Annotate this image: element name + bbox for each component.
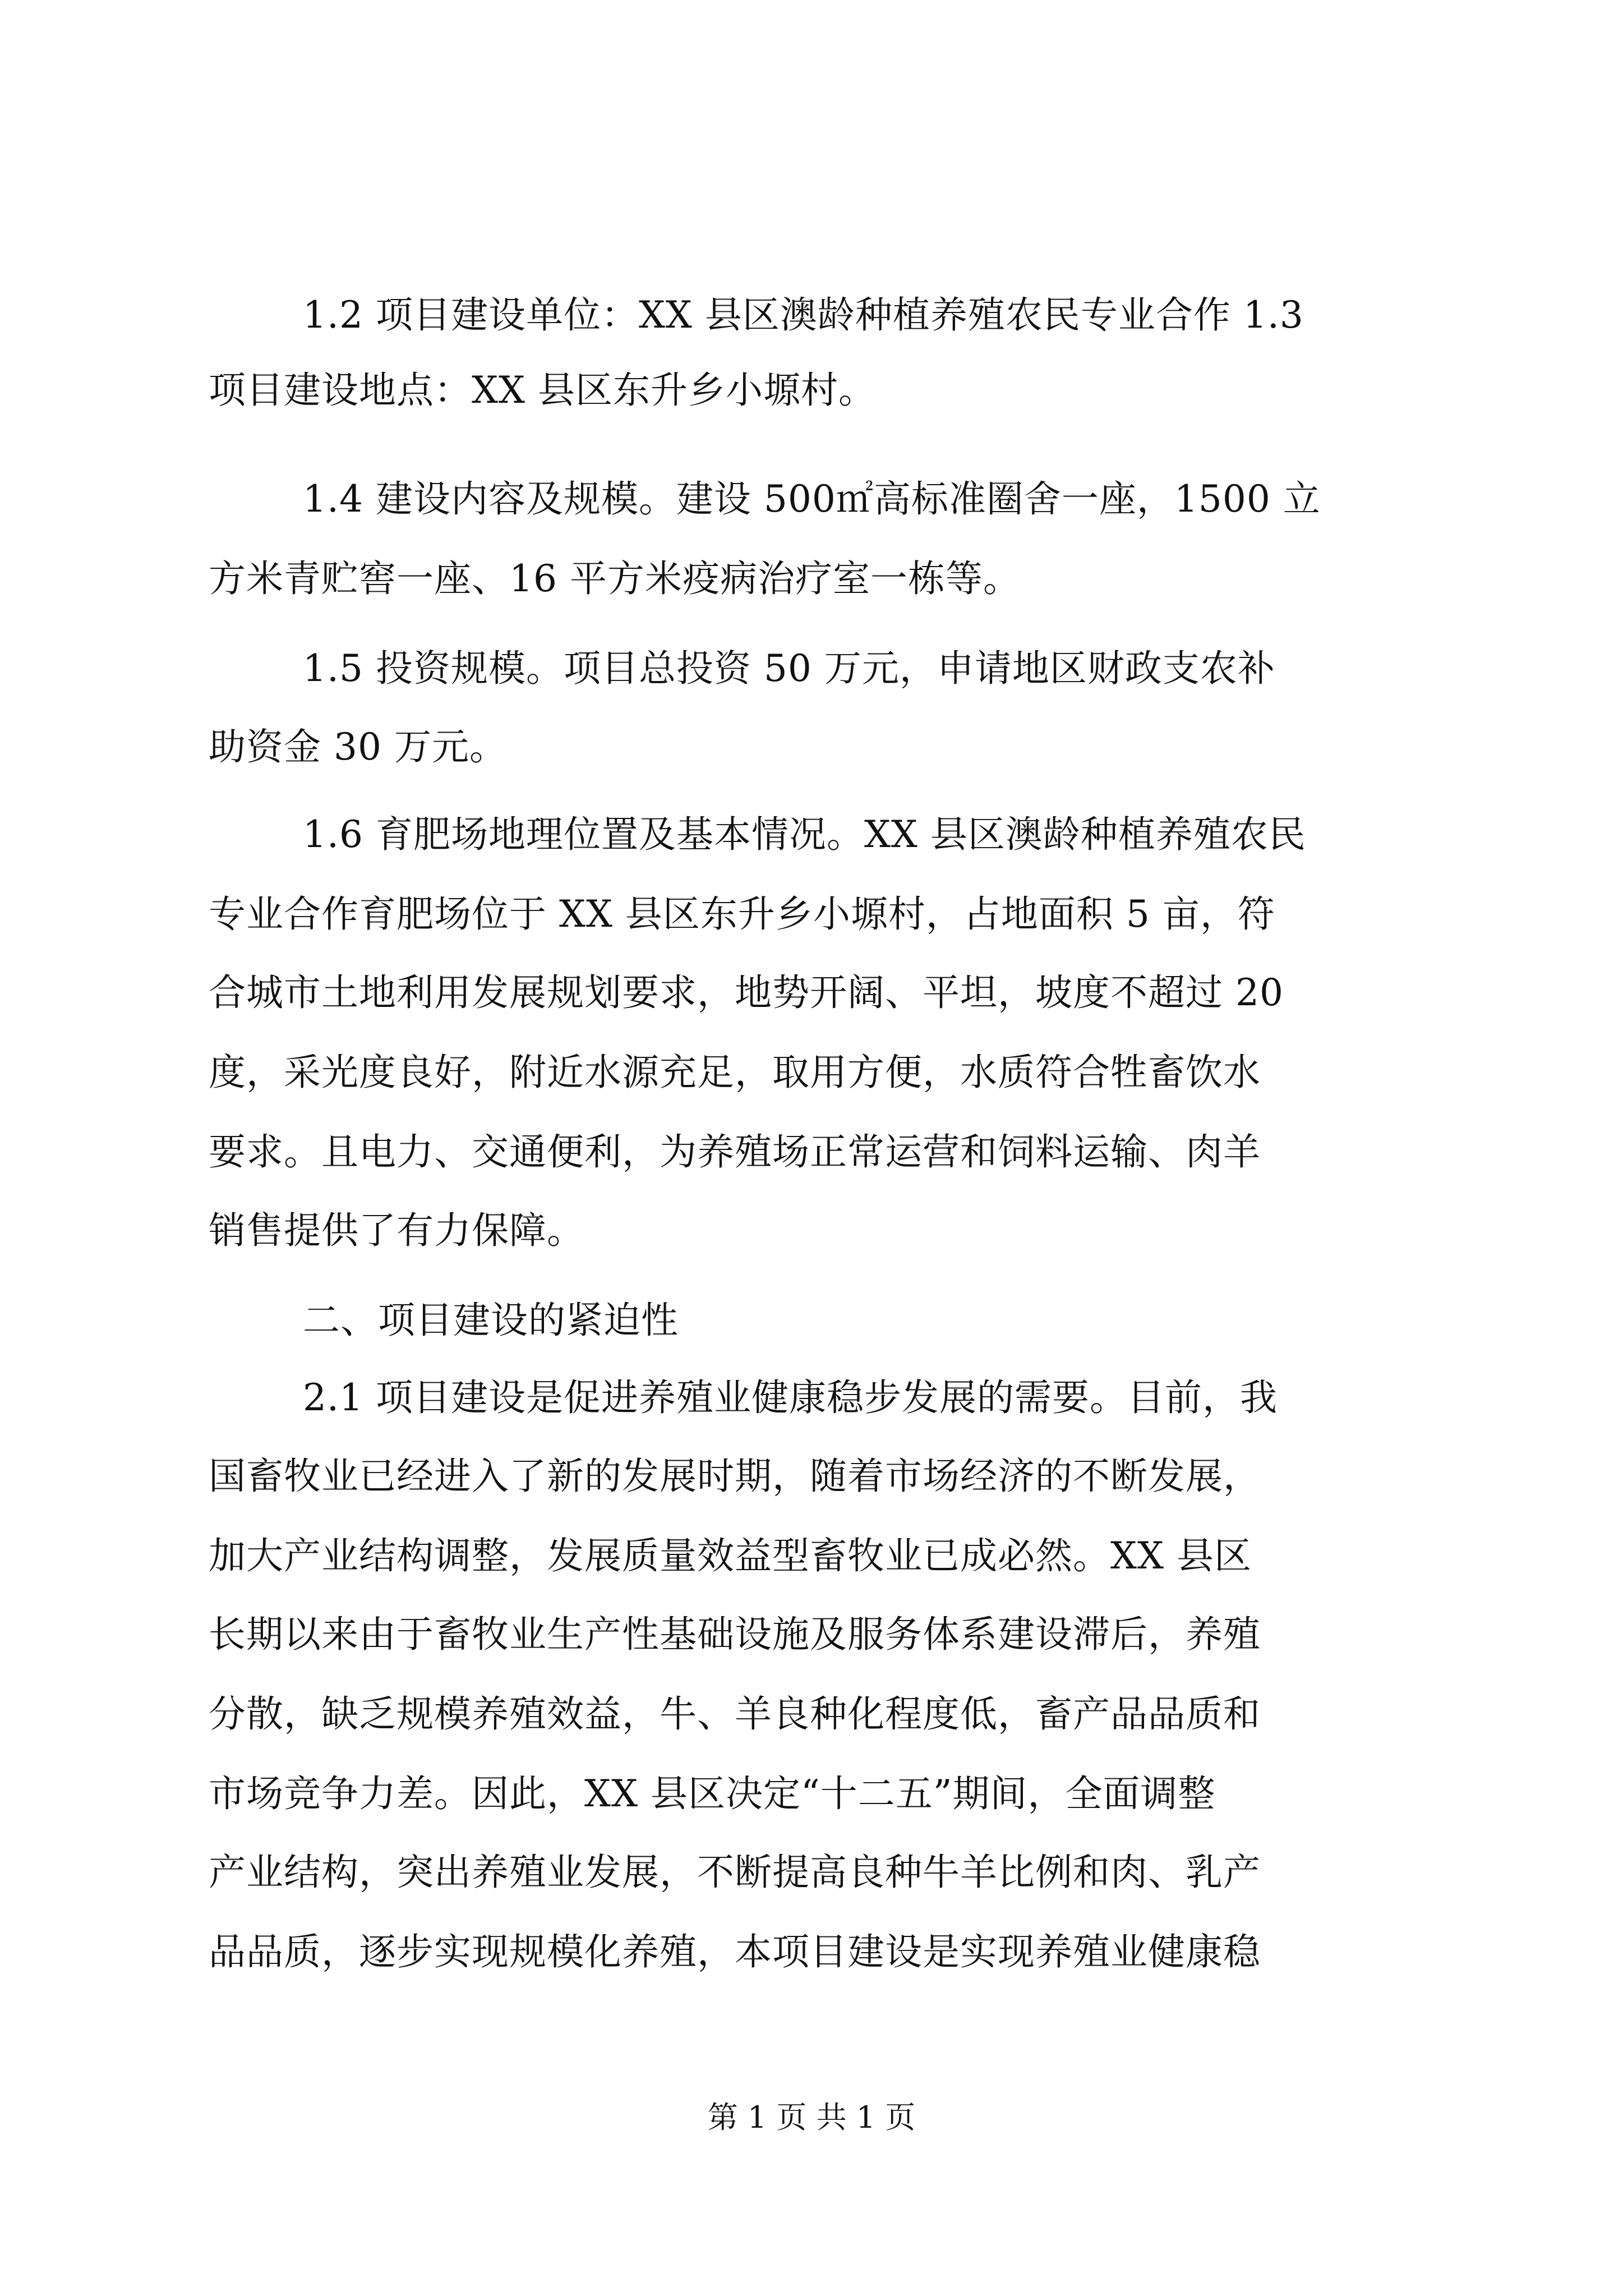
text-line-16: 加大产业结构调整，发展质量效益型畜牧业已成必然。XX 县区: [209, 1534, 1252, 1577]
text-line-8: 专业合作育肥场位于 XX 县区东升乡小塬村，占地面积 5 亩，符: [209, 892, 1275, 936]
text-line-12: 销售提供了有力保障。: [209, 1209, 584, 1252]
text-line-15: 国畜牧业已经进入了新的发展时期，随着市场经济的不断发展，: [209, 1455, 1261, 1498]
text-line-11: 要求。且电力、交通便利，为养殖场正常运营和饲料运输、肉羊: [209, 1130, 1261, 1174]
text-line-10: 度，采光度良好，附近水源充足，取用方便，水质符合牲畜饮水: [209, 1051, 1261, 1094]
page-footer: 第 1 页 共 1 页: [707, 2100, 916, 2135]
text-line-17: 长期以来由于畜牧业生产性基础设施及服务体系建设滞后，养殖: [209, 1613, 1261, 1656]
text-line-5: 1.5 投资规模。项目总投资 50 万元，申请地区财政支农补: [303, 647, 1275, 690]
text-line-9: 合城市土地利用发展规划要求，地势开阔、平坦，坡度不超过 20: [209, 971, 1284, 1014]
text-line-7: 1.6 育肥场地理位置及基本情况。XX 县区澳龄种植养殖农民: [303, 813, 1306, 856]
text-line-20: 产业结构，突出养殖业发展，不断提高良种牛羊比例和肉、乳产: [209, 1851, 1261, 1894]
text-line-4: 方米青贮窖一座、16 平方米疫病治疗室一栋等。: [209, 557, 1021, 600]
text-line-19: 市场竞争力差。因此，XX 县区决定“十二五”期间，全面调整: [209, 1772, 1216, 1815]
text-line-3: 1.4 建设内容及规模。建设 500㎡高标准圈舍一座，1500 立: [303, 477, 1321, 521]
text-line-1: 1.2 项目建设单位：XX 县区澳龄种植养殖农民专业合作 1.3: [303, 293, 1304, 337]
text-line-21: 品品质，逐步实现规模化养殖，本项目建设是实现养殖业健康稳: [209, 1930, 1261, 1973]
text-line-2: 项目建设地点：XX 县区东升乡小塬村。: [209, 369, 876, 412]
text-line-18: 分散，缺乏规模养殖效益，牛、羊良种化程度低，畜产品品质和: [209, 1692, 1261, 1736]
section-heading: 二、项目建设的紧迫性: [303, 1299, 679, 1342]
text-line-6: 助资金 30 万元。: [209, 725, 507, 769]
text-line-14: 2.1 项目建设是促进养殖业健康稳步发展的需要。目前，我: [303, 1376, 1278, 1419]
